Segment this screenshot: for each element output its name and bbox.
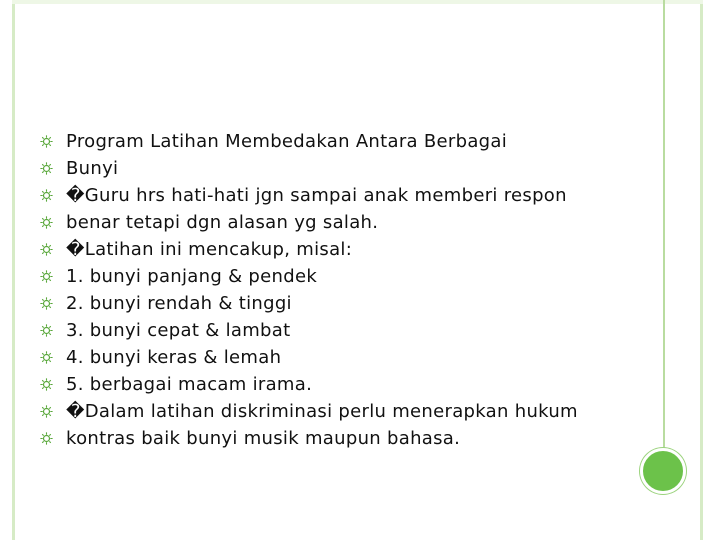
sun-bullet-icon	[40, 378, 53, 391]
decorative-vertical-line	[663, 0, 665, 448]
sun-bullet-icon	[40, 405, 53, 418]
list-item	[40, 371, 620, 398]
sun-bullet-icon	[40, 243, 53, 256]
list-item	[40, 344, 620, 371]
bullet-list	[40, 128, 620, 452]
decorative-green-circle	[640, 448, 686, 494]
list-item-text: �Dalam latihan diskriminasi perlu menerapkan hukum	[66, 401, 578, 422]
list-item	[40, 236, 620, 263]
list-item	[40, 290, 620, 317]
list-item-text: benar tetapi dgn alasan yg salah.	[66, 212, 379, 233]
list-item-text: kontras baik bunyi musik maupun bahasa.	[66, 428, 461, 449]
sun-bullet-icon	[40, 189, 53, 202]
frame-top-rule	[12, 0, 703, 4]
list-item	[40, 425, 620, 452]
list-item	[40, 398, 620, 425]
sun-bullet-icon	[40, 324, 53, 337]
list-item-text: �Latihan ini mencakup, misal:	[66, 239, 353, 260]
sun-bullet-icon	[40, 432, 53, 445]
list-item	[40, 182, 620, 209]
list-item	[40, 263, 620, 290]
list-item-text: 4. bunyi keras & lemah	[66, 347, 282, 368]
list-item	[40, 128, 620, 155]
list-item-text: Bunyi	[66, 158, 119, 179]
sun-bullet-icon	[40, 351, 53, 364]
list-item-text: Program Latihan Membedakan Antara Berbagai	[66, 131, 508, 152]
list-item	[40, 209, 620, 236]
sun-bullet-icon	[40, 270, 53, 283]
list-item-text: 2. bunyi rendah & tinggi	[66, 293, 292, 314]
list-item-text: �Guru hrs hati-hati jgn sampai anak memberi respon	[66, 185, 567, 206]
sun-bullet-icon	[40, 135, 53, 148]
sun-bullet-icon	[40, 162, 53, 175]
list-item	[40, 155, 620, 182]
list-item-text: 3. bunyi cepat & lambat	[66, 320, 291, 341]
sun-bullet-icon	[40, 216, 53, 229]
list-item-text: 1. bunyi panjang & pendek	[66, 266, 318, 287]
list-item-text: 5. berbagai macam irama.	[66, 374, 313, 395]
list-item	[40, 317, 620, 344]
sun-bullet-icon	[40, 297, 53, 310]
